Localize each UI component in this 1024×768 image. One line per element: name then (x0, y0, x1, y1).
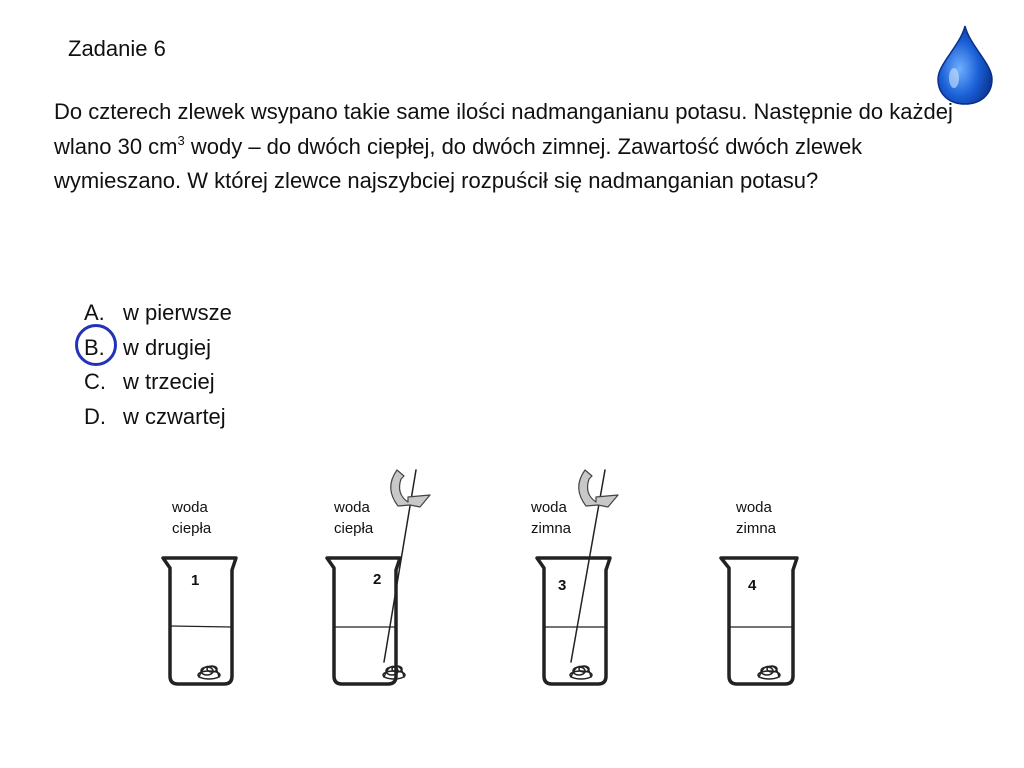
crystals-icon (758, 666, 780, 679)
answer-text: w drugiej (123, 334, 212, 360)
beaker-1 (163, 558, 236, 684)
answer-text: w czwartej (123, 403, 226, 429)
answer-letter: D. (84, 403, 106, 429)
crystals-icon (198, 666, 220, 679)
beaker-4-number: 4 (748, 577, 757, 594)
beaker-3 (537, 470, 618, 684)
answer-text: w trzeciej (123, 369, 215, 394)
crystals-icon (383, 666, 405, 679)
beaker-4 (721, 558, 797, 684)
beaker-3-number: 3 (558, 577, 567, 594)
answer-text: w pierwsze (123, 300, 232, 325)
stir-arrow-icon (391, 470, 430, 507)
beaker-2-number: 2 (373, 571, 382, 588)
label-line: woda (172, 499, 208, 516)
question-part2: wody – do dwóch ciepłej, do dwóch zimnej. Zawartość dwóch zlewek wymieszano. W której zlewce najszybciej rozpuścił się nadmanganian potasu? (54, 133, 863, 193)
label-line: ciepła (334, 520, 374, 537)
label-line: woda (334, 499, 370, 516)
page-title: Zadanie 6 (68, 36, 166, 61)
crystals-icon (570, 666, 592, 679)
question-superscript: 3 (177, 132, 185, 148)
label-line: zimna (736, 520, 777, 537)
label-line: zimna (531, 520, 572, 537)
question-part1: Do czterech zlewek wsypano takie same ilości nadmanganianu potasu. Następnie do każdej wlano 30 cm (54, 99, 953, 159)
beaker-1-number: 1 (191, 572, 200, 589)
answer-letter: B. (84, 334, 105, 360)
label-line: woda (531, 499, 567, 516)
answer-letter: A. (84, 300, 105, 325)
stir-arrow-icon (579, 470, 618, 507)
label-line: ciepła (172, 520, 212, 537)
label-line: woda (736, 499, 772, 516)
answer-letter: C. (84, 369, 106, 394)
